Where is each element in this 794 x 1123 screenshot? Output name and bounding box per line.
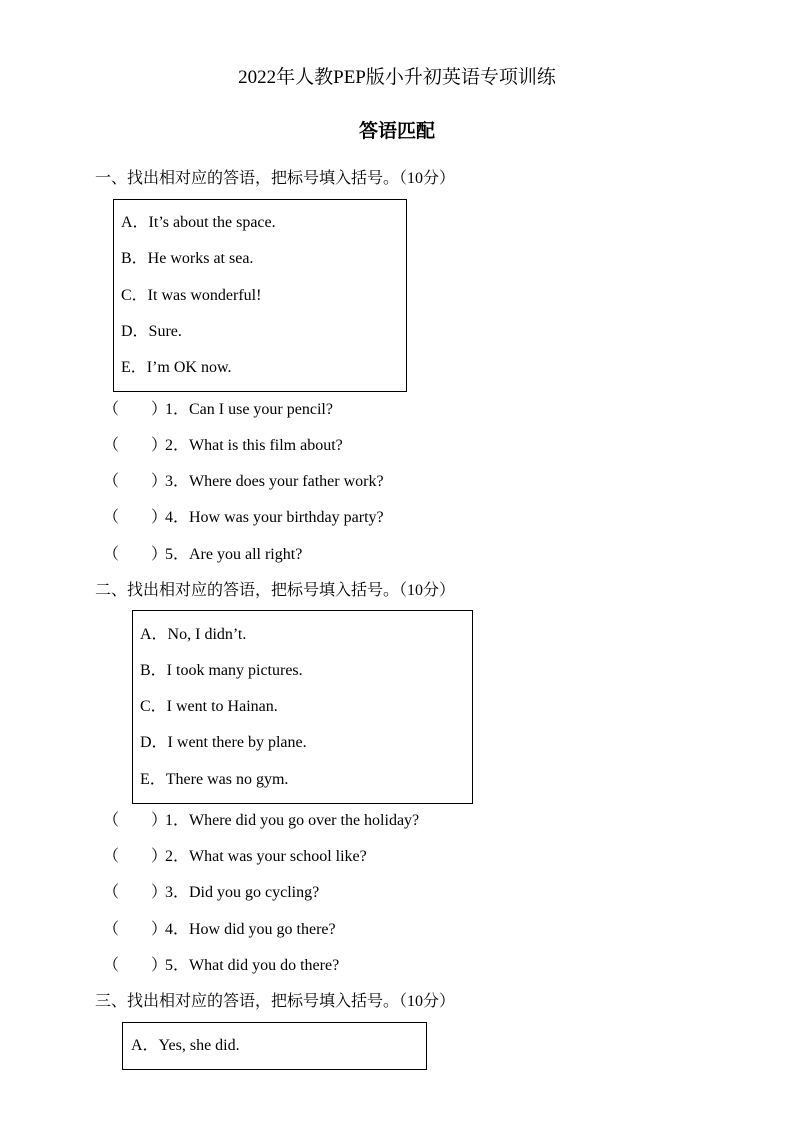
answer-blank-close: ） (151, 546, 168, 563)
section-1-option-a: A．It’s about the space. (121, 214, 276, 231)
answer-blank-open[interactable]: （ (103, 546, 120, 563)
answer-blank-close: ） (151, 884, 168, 901)
section-1-option-c: C．It was wonderful! (121, 287, 262, 304)
section-2-options-box (132, 610, 473, 804)
section-1-question-2 (103, 432, 343, 455)
section-2-option-d: D．I went there by plane. (140, 734, 307, 751)
page-subtitle: 答语匹配 (358, 120, 435, 142)
section-2-question-1 (103, 807, 419, 830)
section-1-question-1 (103, 396, 333, 419)
answer-blank-open[interactable]: （ (103, 921, 120, 938)
section-1-option-d: D．Sure. (121, 323, 182, 340)
section-1-option-b: B．He works at sea. (121, 250, 254, 267)
answer-blank-close: ） (151, 401, 168, 418)
question-text: 5．What did you do there? (165, 957, 340, 974)
question-text: 2．What is this film about? (165, 437, 343, 454)
answer-blank-open[interactable]: （ (103, 884, 120, 901)
question-text: 1．Can I use your pencil? (165, 401, 333, 418)
answer-blank-close: ） (151, 437, 168, 454)
section-3-option-a: A．Yes, she did. (131, 1037, 240, 1054)
question-text: 1．Where did you go over the holiday? (165, 812, 420, 829)
section-2-option-b: B．I took many pictures. (140, 662, 303, 679)
section-2-question-3 (103, 879, 319, 902)
section-1-options-box (113, 199, 407, 392)
section-1-option-e: E．I’m OK now. (121, 359, 232, 376)
section-3-heading: 三、找出相对应的答语，把标号填入括号。（10分） (95, 993, 456, 1010)
question-text: 4．How was your birthday party? (165, 509, 384, 526)
section-2-option-e: E．There was no gym. (140, 771, 289, 788)
answer-blank-open[interactable]: （ (103, 812, 120, 829)
answer-blank-open[interactable]: （ (103, 437, 120, 454)
answer-blank-close: ） (151, 848, 168, 865)
answer-blank-open[interactable]: （ (103, 848, 120, 865)
section-2-question-5 (103, 952, 339, 975)
section-1-heading: 一、找出相对应的答语，把标号填入括号。（10分） (95, 170, 456, 187)
answer-blank-close: ） (151, 812, 168, 829)
page-title: 2022年人教PEP版小升初英语专项训练 (238, 67, 556, 88)
section-1-question-5 (103, 541, 302, 564)
section-2-question-4 (103, 916, 336, 939)
question-text: 5．Are you all right? (165, 546, 303, 563)
answer-blank-open[interactable]: （ (103, 509, 120, 526)
section-1-question-3 (103, 468, 384, 491)
section-2-heading: 二、找出相对应的答语，把标号填入括号。（10分） (95, 582, 456, 599)
section-3-options-box (122, 1022, 427, 1070)
answer-blank-close: ） (151, 509, 168, 526)
question-text: 2．What was your school like? (165, 848, 367, 865)
answer-blank-close: ） (151, 957, 168, 974)
answer-blank-open[interactable]: （ (103, 473, 120, 490)
answer-blank-open[interactable]: （ (103, 401, 120, 418)
question-text: 3．Did you go cycling? (165, 884, 320, 901)
question-text: 4．How did you go there? (165, 921, 336, 938)
section-2-question-2 (103, 843, 367, 866)
section-2-option-c: C．I went to Hainan. (140, 698, 278, 715)
answer-blank-close: ） (151, 473, 168, 490)
answer-blank-close: ） (151, 921, 168, 938)
question-text: 3．Where does your father work? (165, 473, 384, 490)
section-1-question-4 (103, 504, 384, 527)
answer-blank-open[interactable]: （ (103, 957, 120, 974)
section-2-option-a: A．No, I didn’t. (140, 626, 247, 643)
